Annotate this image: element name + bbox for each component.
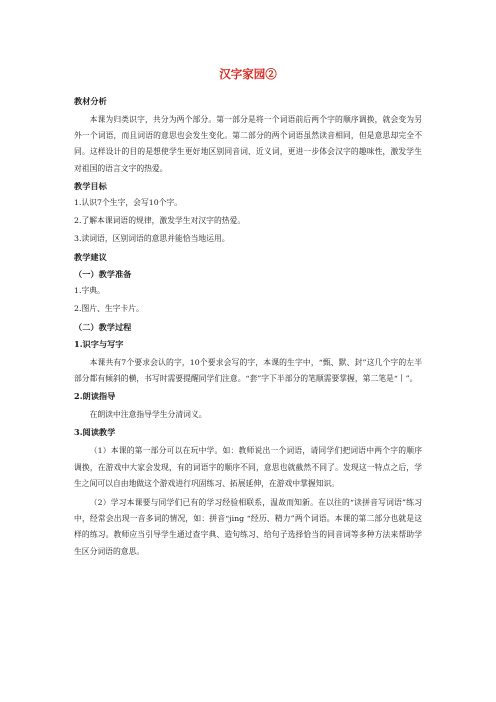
- subsection-heading-preparation: （一）教学准备: [74, 268, 132, 279]
- section-heading-goals: 教学目标: [74, 180, 107, 191]
- goal-item: 2.了解本课词语的规律，激发学生对汉字的热爱。: [74, 215, 246, 225]
- step-heading-reading: 3.阅读教学: [74, 427, 116, 438]
- document-content: [74, 66, 422, 563]
- prep-item: 2.图片、生字卡片。: [74, 303, 144, 313]
- writing-paragraph: 本课共有7个要求会认的字，10个要求会写的字，本课的生字中，“甄、默、封”这几个字的左半部分都有倾斜的横，书写时需要提醒同学们注意。“套”字下半部分的笔顺需要掌握，第二笔是“丨”。: [74, 357, 422, 384]
- analysis-paragraph: 本课为归类识字，共分为两个部分。第一部分是将一个词语前后两个字的顺序调换，就会变为另外一个词语，而且词语的意思也会发生变化。第二部分的两个词语虽然读音相同，但是意思却完全不同。这样设计的目的是想使学生更好地区别同音词、近义词，更进一步体会汉字的趣味性，激发学生对祖国的语言文字的热爱。: [74, 115, 422, 173]
- reading-aloud-paragraph: 在朗读中注意指导学生分清词义。: [89, 410, 207, 420]
- reading-paragraph-2: （2）学习本课要与同学们已有的学习经验相联系，温故而知新。在以往的“读拼音写词语”练习中，经常会出现一音多词的情况，如：拼音“jing “经历、精力”两个词语。本课的第二部分也就是这样的练习。教师应当引导学生通过查字典、造句练习、给句子选择恰当的同音词等多种方法来帮助学生区分词语的意思。: [74, 498, 422, 556]
- goal-item: 3.读词语，区别词语的意思并能恰当地运用。: [74, 233, 230, 243]
- section-heading-analysis: 教材分析: [74, 96, 107, 106]
- step-heading-reading-aloud: 2.朗读指导: [74, 391, 116, 402]
- document-title: 汉字家园②: [219, 67, 277, 81]
- section-heading-suggestions: 教学建议: [74, 251, 107, 262]
- reading-paragraph-1: （1）本课的第一部分可以在玩中学。如：教师说出一个词语，请同学们把词语中两个字的顺序调换，在游戏中大家会发现，有的词语字的顺序不同，意思也就截然不同了。发现这一特点之后，学生之间可以自由地做这个游戏进行巩固练习、拓展延伸，在游戏中掌握知识。: [74, 446, 422, 488]
- step-heading-writing: 1.识字与写字: [74, 338, 124, 349]
- prep-item: 1.字典。: [74, 285, 105, 295]
- goal-item: 1.认识7个生字，会写10个字。: [74, 197, 183, 207]
- subsection-heading-process: （二）教学过程: [74, 321, 132, 332]
